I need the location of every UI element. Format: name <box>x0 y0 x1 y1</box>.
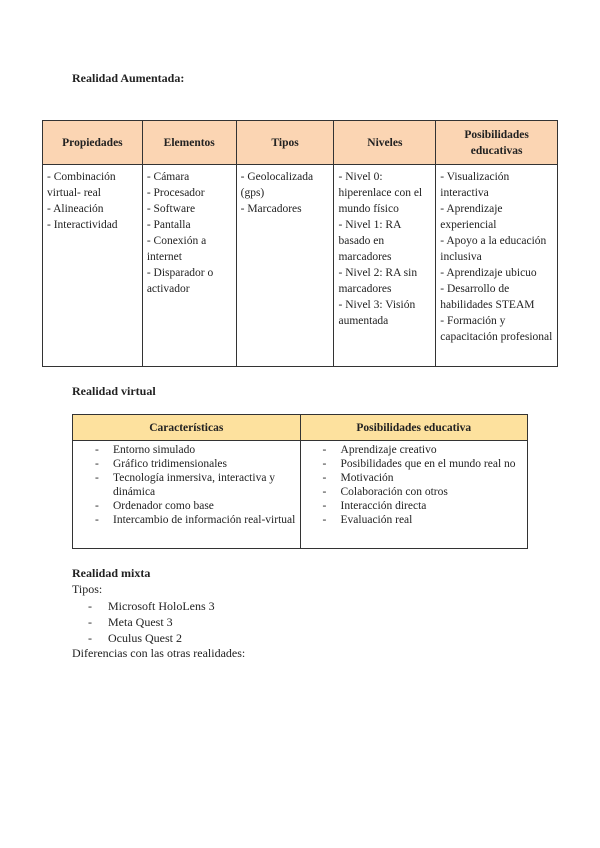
list-item: - Nivel 1: RA basado en marcadores <box>338 219 401 263</box>
list-item: - Cámara <box>146 171 190 183</box>
heading-realidad-aumentada: Realidad Aumentada: <box>72 71 185 85</box>
list-item: - Apoyo a la educación inclusiva <box>440 235 547 263</box>
list-item: - Conexión a internet <box>146 235 207 263</box>
header-caracteristicas: Características <box>73 415 301 441</box>
list-item: - Geolocalizada (gps) <box>240 171 314 199</box>
list-item: - Intercambio de información real-virtual <box>95 514 296 526</box>
list-item: - Pantalla <box>146 219 191 231</box>
list-item: - Software <box>146 203 196 215</box>
list-item: - Microsoft HoloLens 3 <box>88 599 215 613</box>
list-item: - Aprendizaje ubicuo <box>440 267 537 279</box>
list-item: - Procesador <box>146 187 205 199</box>
list-item: - Oculus Quest 2 <box>88 631 182 645</box>
rm-differences: Diferencias con las otras realidades: <box>72 646 246 660</box>
list-item: - Evaluación real <box>322 514 413 526</box>
list-item: - Nivel 2: RA sin marcadores <box>338 267 418 295</box>
header-elementos: Elementos <box>142 121 236 165</box>
list-item: - Motivación <box>322 472 394 484</box>
cell-caracteristicas <box>73 441 301 549</box>
list-item: - Interacción directa <box>322 500 427 512</box>
cell-niveles <box>334 165 436 367</box>
cell-propiedades <box>43 165 143 367</box>
rm-types-list <box>72 598 215 646</box>
list-item: - Colaboración con otros <box>322 486 448 498</box>
list-item: - Visualización interactiva <box>440 171 510 199</box>
header-propiedades: Propiedades <box>43 121 143 165</box>
heading-realidad-virtual: Realidad virtual <box>72 384 156 398</box>
list-item: - Combinación virtual- real <box>47 171 116 199</box>
list-item: - Nivel 0: hiperenlace con el mundo físico <box>338 171 423 215</box>
cell-elementos <box>142 165 236 367</box>
list-item: - Posibilidades que en el mundo real no <box>322 458 516 470</box>
cell-posibilidades-educativa <box>300 441 527 549</box>
rm-types-label: Tipos: <box>72 582 103 596</box>
heading-realidad-mixta: Realidad mixta <box>72 566 151 580</box>
header-posibilidades-educativa: Posibilidades educativa <box>300 415 527 441</box>
list-item: - Nivel 3: Visión aumentada <box>338 299 416 327</box>
list-item: - Desarrollo de habilidades STEAM <box>440 283 535 311</box>
list-item: - Meta Quest 3 <box>88 615 173 629</box>
list-item: - Interactividad <box>47 219 118 231</box>
header-tipos: Tipos <box>236 121 334 165</box>
list-item: - Aprendizaje experiencial <box>440 203 503 231</box>
list-item: - Gráfico tridimensionales <box>95 458 228 470</box>
list-item: - Ordenador como base <box>95 500 214 512</box>
list-item: - Tecnología inmersiva, interactiva y dinámica <box>95 472 276 498</box>
cell-posibilidades-educativas <box>436 165 558 367</box>
table-realidad-aumentada <box>42 120 558 367</box>
table-realidad-virtual <box>72 414 528 549</box>
list-item: - Aprendizaje creativo <box>322 444 437 456</box>
list-item: - Formación y capacitación profesional <box>440 315 553 343</box>
list-item: - Alineación <box>47 203 104 215</box>
list-item: - Disparador o activador <box>146 267 214 295</box>
header-posibilidades-educativas: Posibilidades educativas <box>436 121 558 165</box>
list-item: - Entorno simulado <box>95 444 196 456</box>
list-item: - Marcadores <box>240 203 302 215</box>
header-niveles: Niveles <box>334 121 436 165</box>
cell-tipos <box>236 165 334 367</box>
